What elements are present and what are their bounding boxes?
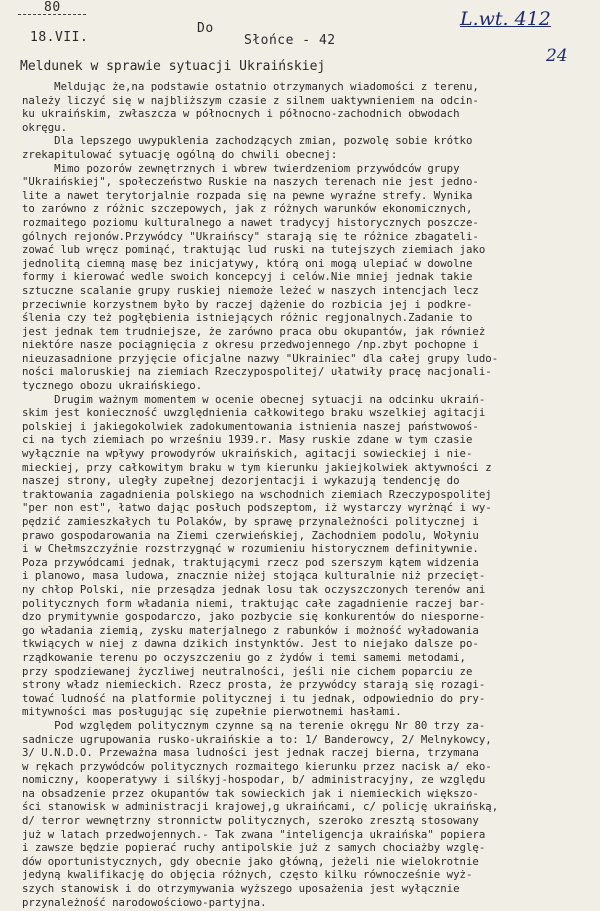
text-line: to zarówno z różnic szczepowych, jak z różnych warunków ekonomicznych, [22,202,473,216]
text-line: strony władz niemieckich. Rzecz prosta, że przywódcy starają się rozagi- [22,678,486,692]
text-line: tkwiących w niej z dawna dzikich instynktów. Jest to niejako dalsze po- [22,637,479,651]
to-label: Do [197,21,214,36]
document-title: Meldunek w sprawie sytuacji Ukraińskiej [20,59,326,74]
text-line: mitywności mas posługując się zupełnie pierwotnemi hasłami. [22,705,402,719]
text-line: mieckiej, przy całkowitym braku w tym kierunku jakiejkolwiek aktywności z [22,460,492,474]
text-line: ny chłop Polski, nie przesądza jednak losu tak oczyszczonych terenów ani [22,582,486,596]
text-line: naszej strony, uległy zupełnej dezorjentacji i wykazują tendencję do [22,474,460,488]
text-line: jedyną kwalifikację do objęcia różnych, często kilku równocześnie wyż- [22,868,473,882]
text-line: go władania ziemią, zysku materjalnego z rabunków i możność wyładowania [22,623,479,637]
text-line: lite a nawet terytorjalnie rozpada się na pewne wyraźne strefy. Wynika [22,188,473,202]
text-line: ku ukraińskim, zwłaszcza w północnych i północno-zachodnich obwodach [22,107,460,121]
text-line: przynależność narodowościowo-partyjna. [22,895,267,909]
text-line: nieuzasadnione przyjęcie oficjalne nazwy "Ukrainiec" dla całej grupy ludo- [22,351,499,365]
header-dashes [18,14,86,15]
handwritten-page-number: 24 [546,46,568,66]
text-line: formy i kierować wedle swoich koncepcyj i celów.Nie mniej jednak takie [22,270,473,284]
text-line: traktowania zagadnienia polskiego na wschodnich ziemiach Rzeczypospolitej [22,487,492,501]
text-line: dzo prymitywnie gospodarczo, jako pozbycie się konkurentów do niesporne- [22,610,486,624]
text-line: zować lub wręcz pominąć, traktując lud ruski na tutejszych ziemiach jako [22,243,486,257]
text-line: szych stanowisk i do otrzymywania wyższego uposażenia jest wyłącznie [22,882,460,896]
text-line: Meldując że,na podstawie ostatnio otrzymanych wiadomości z terenu, [22,80,479,93]
text-line: sadnicze ugrupowania rusko-ukraińskie a to: 1/ Banderowcy, 2/ Melnykowcy, [22,732,492,746]
text-line: Poza przywódcami jednak, traktującymi rzecz pod szerszym kątem widzenia [22,555,479,569]
recipient: Słońce - 42 [244,33,336,48]
text-line: zrekapitulować sytuację ogólną do chwili obecnej: [22,147,338,161]
text-line: niektóre nasze pociągnięcia z okresu przedwojennego /np.zbyt pochopne i [22,338,479,352]
report-number: 80 [44,0,61,15]
text-line: sztuczne scalanie grupy ruskiej niemoże leżeć w naszych intencjach lecz [22,283,479,297]
text-line: okręgu. [22,120,68,134]
text-line: nomiczny, kooperatywy i silśkyj-hospodar, b/ administracyjny, ze względu [22,773,486,787]
text-line: Pod względem politycznym czynne są na terenie okręgu Nr 80 trzy za- [22,718,486,732]
text-line: d/ terror wewnętrzny stronnictw politycznych, szeroko zresztą stosowany [22,814,479,828]
text-line: jednolitą ciemną masę bez inicjatywy, którą oni mogą ulepiać w dowolne [22,256,473,270]
text-line: rozmaitego poziomu kulturalnego a nawet tradycyj historycznych poszcze- [22,215,479,229]
text-line: i w Chełmszczyźnie rozstrzygnąć w rozumieniu historycznem definitywnie. [22,542,479,556]
text-line: politycznych form władania niemi, traktując całe zagadnienie raczej bar- [22,596,486,610]
document-body [22,80,588,909]
text-line: rządkowanie terenu po oczyszczeniu go z żydów i temi samemi metodami, [22,650,466,664]
text-line: ci na tych ziemiach po wrześniu 1939.r. Masy ruskie zdane w tym czasie [22,433,473,447]
text-line: ści stanowisk w administracji krajowej,g ukraińcami, c/ policję ukraińską, [22,800,499,814]
text-line: ności maloruskiej na ziemiach Rzeczypospolitej/ ułatwiły pracę nacjonali- [22,365,492,379]
text-line: 3/ U.N.D.O. Przeważna masa ludności jest jednak raczej bierna, trzymana [22,746,479,760]
handwritten-reference: L.wt. 412 [460,8,551,30]
text-line: Dla lepszego uwypuklenia zachodzących zmian, pozwolę sobie krótko [22,134,473,148]
text-line: wyłącznie na wpływy prowodyrów ukraińskich, agitacji sowieckiej i nie- [22,447,473,461]
text-line: ślenia czy też pogłębienia istniejących różnic regjonalnych.Zadanie to [22,311,473,325]
text-line: polskiej i jakiegokolwiek zadokumentowania istnienia naszej państwowoś- [22,419,479,433]
text-line: Drugim ważnym momentem w ocenie obecnej sytuacji na odcinku ukraiń- [22,392,486,406]
text-line: skim jest konieczność uwzględnienia całkowitego braku wszelkiej agitacji [22,406,486,420]
text-line: gólnych rejonów.Przywódcy "Ukraińscy" starają się te różnice zbagateli- [22,229,479,243]
text-line: i zawsze będzie popierać ruchy antipolskie już z samych chociażby wzglę- [22,841,486,855]
text-line: prawo gospodarowania na Ziemi czerwieńskiej, Zachodniem podolu, Wołyniu [22,528,479,542]
text-line: tycznego obozu ukraińskiego. [22,379,203,393]
text-line: jest jednak tem trudniejsze, że zarówno praca obu okupantów, jak również [22,324,486,338]
text-line: w rękach przywódców politycznych rozmaitego kierunku przez nacisk a/ eko- [22,759,492,773]
text-line: już w latach przedwojennych.- Tak zwana "inteligencja ukraińska" popiera [22,827,486,841]
text-line: dów oportunistycznych, gdy obecnie jako główną, jeżeli nie wielokrotnie [22,854,479,868]
text-line: i planowo, masa ludowa, znacznie niżej stojąca kulturalnie niż przecięt- [22,569,486,583]
report-date: 18.VII. [30,30,89,45]
text-line: tować ludność na platformie politycznej i tu jednak, odpowiednio do pry- [22,691,486,705]
text-line: należy liczyć się w najbliższym czasie z silnem uaktywnieniem na odcin- [22,93,479,107]
text-line: "Ukraińskiej", społeczeństwo Ruskie na naszych terenach nie jest jedno- [22,175,479,189]
text-line: Mimo pozorów zewnętrznych i wbrew twierdzeniom przywódców grupy [22,161,460,175]
text-line: przy spodziewanej życzliwej neutralności, jeśli nie cichem poparciu ze [22,664,473,678]
text-line: pędzić zamieszkałych tu Polaków, by sprawę przynależności politycznej i [22,515,479,528]
text-line: przeciwnie korzystnem było by raczej dążenie do rozbicia jej i podkre- [22,297,473,311]
text-line: na obsadzenie przez okupantów tak sowieckich jak i niemieckich większo- [22,786,479,800]
text-line: "per non est", łatwo dając posłuch podszeptom, iż wystarczy wyrżnąć i wy- [22,501,492,515]
